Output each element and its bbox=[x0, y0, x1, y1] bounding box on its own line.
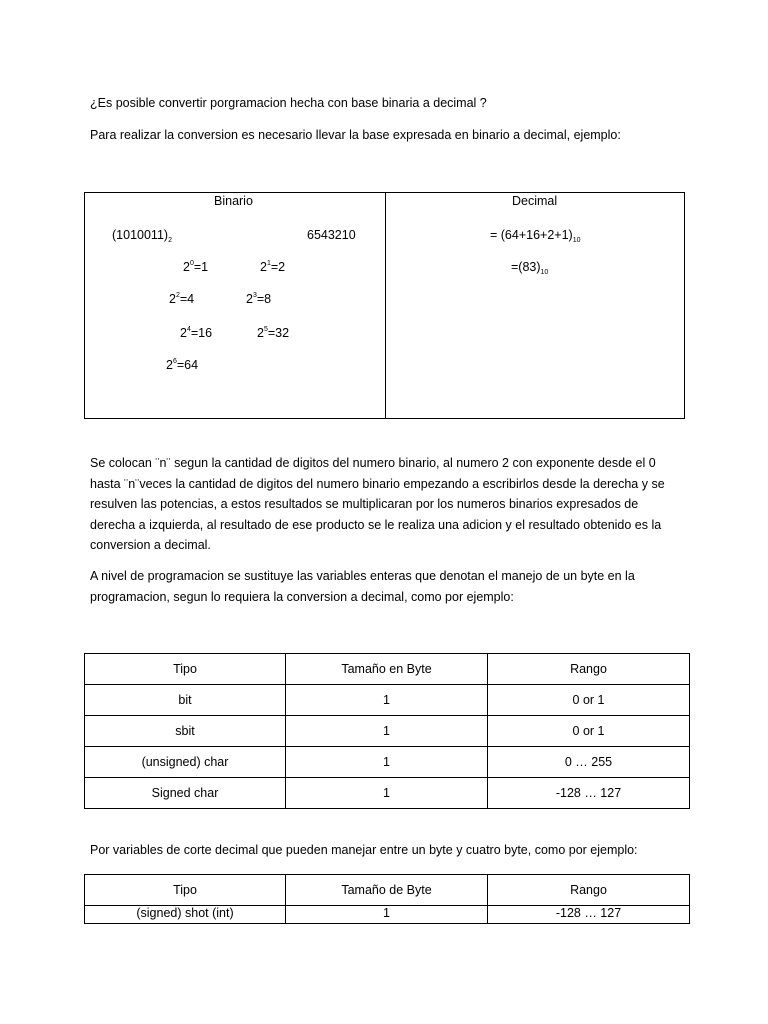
table-cell: 0 or 1 bbox=[488, 685, 690, 716]
table-row bbox=[85, 778, 690, 809]
power-1: $2^1=2$ bbox=[260, 260, 286, 274]
table-cell: 1 bbox=[286, 716, 488, 747]
table-row bbox=[85, 685, 690, 716]
digit-positions: 6543210 bbox=[307, 228, 356, 242]
table-cell: bit bbox=[85, 685, 286, 716]
power-2: $2^2=4$ bbox=[169, 292, 195, 306]
power-5: $2^5=32$ bbox=[257, 326, 290, 340]
programming-line: programacion, segun lo requiera la conversion a decimal, como por ejemplo: bbox=[90, 589, 514, 604]
explanation-line: resulven las potencias, a estos resultados se multiplicaran por los numeros binarios expresados de bbox=[90, 497, 639, 511]
table-row bbox=[85, 747, 690, 778]
table-cell: sbit bbox=[85, 716, 286, 747]
power-4: $2^4=16$ bbox=[180, 326, 213, 340]
explanation-paragraph bbox=[90, 453, 690, 556]
table-cell: 1 bbox=[286, 747, 488, 778]
header-cell: Tamaño en Byte bbox=[286, 654, 488, 685]
programming-paragraph bbox=[90, 566, 690, 607]
header-cell: Rango bbox=[488, 875, 690, 906]
decimal-types-table bbox=[84, 874, 690, 924]
table-cell: 1 bbox=[286, 906, 488, 924]
table-cell: -128 … 127 bbox=[488, 778, 690, 809]
binary-decimal-example-table bbox=[84, 192, 685, 419]
explanation-line: hasta ¨n¨veces la cantidad de digitos del numero binario empezando a escribirlos desde la derecha y se bbox=[90, 476, 665, 491]
decimal-sum: = $(64+16+2+1)_{10}$ bbox=[490, 228, 581, 244]
table-row bbox=[85, 906, 690, 924]
header-cell: Tipo bbox=[85, 875, 286, 906]
explanation-line: derecha a izquierda, al resultado de ese producto se le realiza una adicion y el resultado obtenido es la bbox=[90, 517, 662, 532]
power-0: $2^0=1$ bbox=[183, 260, 209, 274]
table-cell: 0 … 255 bbox=[488, 747, 690, 778]
table-cell: 1 bbox=[286, 685, 488, 716]
table-header-row bbox=[85, 875, 690, 906]
header-cell: Tipo bbox=[85, 654, 286, 685]
decimal-header: Decimal bbox=[512, 194, 558, 208]
decimal-vars-text: Por variables de corte decimal que pueden manejar entre un byte y cuatro byte, como por ejemplo: bbox=[90, 843, 638, 857]
table-row bbox=[85, 716, 690, 747]
explanation-line: conversion a decimal. bbox=[90, 538, 211, 552]
byte-types-table bbox=[84, 653, 690, 809]
column-divider bbox=[385, 193, 386, 418]
decimal-result: $=(83)_{10}$ bbox=[511, 260, 549, 276]
programming-line: A nivel de programacion se sustituye las variables enteras que denotan el manejo de un byte en la bbox=[90, 569, 635, 583]
table-cell: 1 bbox=[286, 778, 488, 809]
header-cell: Tamaño de Byte bbox=[286, 875, 488, 906]
power-6: $2^6=64$ bbox=[166, 358, 199, 372]
intro-text: Para realizar la conversion es necesario llevar la base expresada en binario a decimal, ejemplo: bbox=[90, 128, 621, 142]
binary-header: Binario bbox=[214, 194, 253, 208]
explanation-line: Se colocan ¨n¨ segun la cantidad de digitos del numero binario, al numero 2 con exponente desde el 0 bbox=[90, 456, 656, 470]
table-cell: Signed char bbox=[85, 778, 286, 809]
binary-number: $(1010011)_2$ bbox=[112, 228, 172, 244]
question-text: ¿Es posible convertir porgramacion hecha con base binaria a decimal ? bbox=[90, 96, 487, 110]
power-3: $2^3=8$ bbox=[246, 292, 272, 306]
table-cell: (signed) shot (int) bbox=[85, 906, 286, 924]
table-header-row bbox=[85, 654, 690, 685]
table-cell: 0 or 1 bbox=[488, 716, 690, 747]
table-cell: -128 … 127 bbox=[488, 906, 690, 924]
table-cell: (unsigned) char bbox=[85, 747, 286, 778]
header-cell: Rango bbox=[488, 654, 690, 685]
